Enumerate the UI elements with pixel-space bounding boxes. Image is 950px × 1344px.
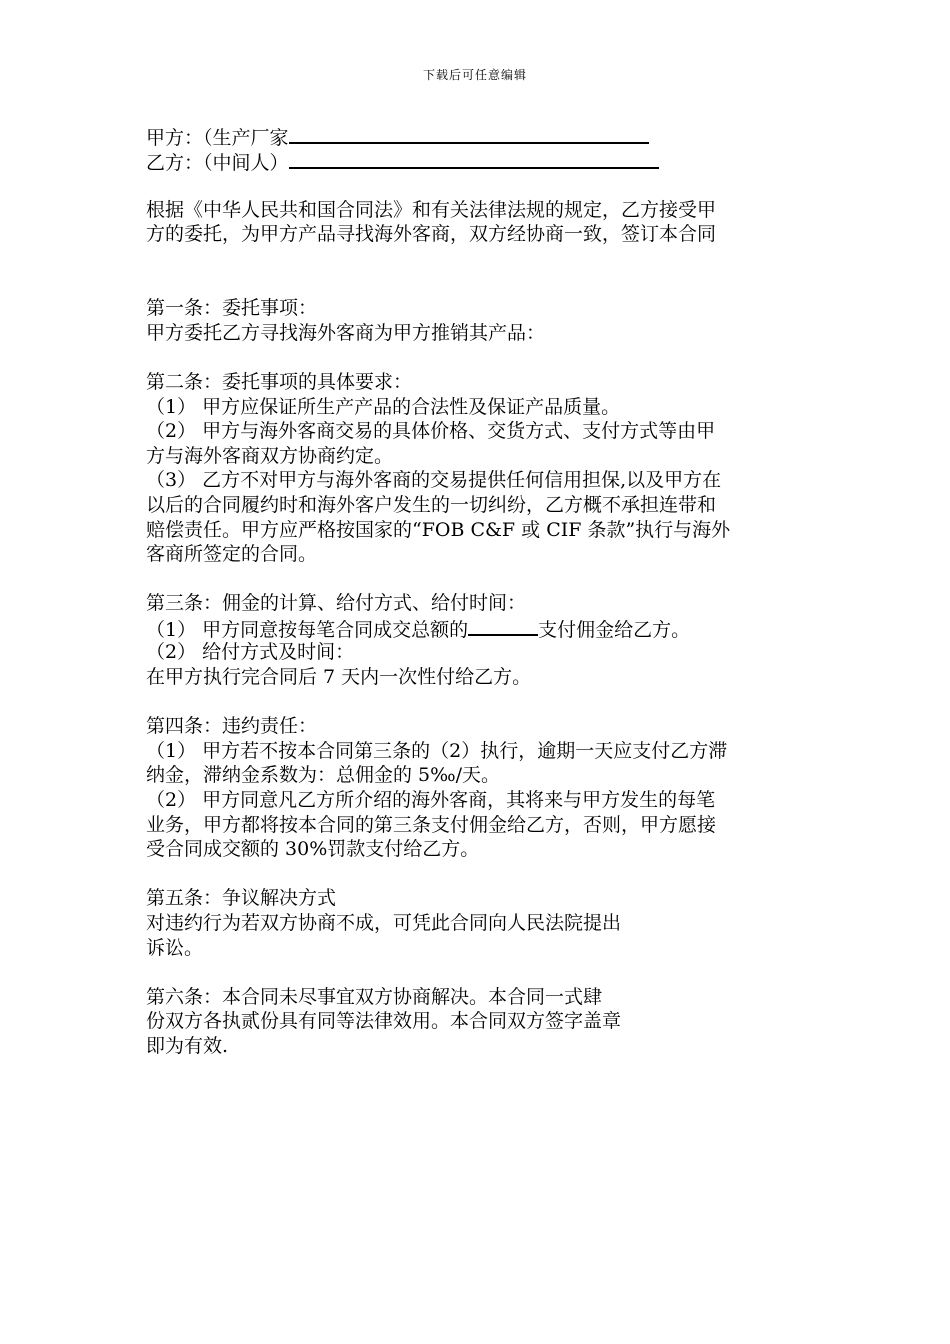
article-3-item-2-detail: 在甲方执行完合同后 7 天内一次性付给乙方。	[146, 666, 532, 689]
article-4-line: （2） 甲方同意凡乙方所介绍的海外客商，其将来与甲方发生的每笔	[146, 789, 716, 812]
party-b-line	[146, 149, 816, 174]
article-2-line: 方与海外客商双方协商约定。	[146, 444, 394, 467]
article-6-line: 份双方各执贰份具有同等法律效用。本合同双方签字盖章	[146, 1010, 622, 1033]
article-4-line: 受合同成交额的 30%罚款支付给乙方。	[146, 838, 480, 861]
article-4-line: 业务，甲方都将按本合同的第三条支付佣金给乙方，否则，甲方愿接	[146, 813, 717, 836]
party-a-blank	[289, 124, 649, 144]
article-2-line: （2） 甲方与海外客商交易的具体价格、交货方式、支付方式等由甲	[146, 420, 716, 443]
article-2-line: 以后的合同履约时和海外客户发生的一切纠纷，乙方概不承担连带和	[146, 493, 717, 516]
party-a-label: 甲方：（生产厂家	[146, 127, 289, 149]
article-5-line: 对违约行为若双方协商不成，可凭此合同向人民法院提出	[146, 912, 622, 934]
article-4-line: 纳金，滞纳金系数为：总佣金的 5‰/天。	[146, 764, 501, 787]
commission-rate-blank	[468, 616, 538, 636]
article-2-line: 客商所签定的合同。	[146, 543, 318, 566]
article-3-title: 第三条：佣金的计算、给付方式、给付时间：	[146, 592, 527, 615]
page-header-note: 下载后可任意编辑	[422, 68, 527, 82]
party-b-label: 乙方：（中间人）	[146, 151, 289, 174]
article-4-line: （1） 甲方若不按本合同第三条的（2）执行，逾期一天应支付乙方滞	[146, 739, 728, 762]
article-2-line: （3） 乙方不对甲方与海外客商的交易提供任何信用担保,以及甲方在	[146, 469, 722, 492]
article-3-item-2: （2） 给付方式及时间：	[146, 641, 355, 664]
intro-line: 根据《中华人民共和国合同法》和有关法律法规的规定，乙方接受甲	[146, 198, 717, 221]
article-6-line: 第六条：本合同未尽事宜双方协商解决。本合同一式肆	[146, 985, 603, 1008]
contract-body	[146, 124, 816, 1059]
article-3-item-1	[146, 616, 816, 641]
intro-line: 方的委托，为甲方产品寻找海外客商，双方经协商一致，签订本合同	[146, 223, 717, 246]
article-3-item-1-text: （1） 甲方同意按每笔合同成交总额的	[146, 618, 469, 641]
article-2-title: 第二条：委托事项的具体要求：	[146, 370, 413, 393]
article-1-line: 甲方委托乙方寻找海外客商为甲方推销其产品：	[146, 321, 546, 344]
article-2-line: （1） 甲方应保证所生产产品的合法性及保证产品质量。	[146, 395, 621, 418]
article-4-title: 第四条：违约责任：	[146, 715, 318, 738]
party-b-blank	[289, 149, 659, 169]
article-3-item-1-text: 支付佣金给乙方。	[538, 618, 691, 641]
article-1-title: 第一条：委托事项：	[146, 297, 318, 320]
article-5-title: 第五条：争议解决方式	[146, 887, 337, 910]
article-2-line: 赔偿责任。甲方应严格按国家的“FOB C&F 或 CIF 条款”执行与海外	[146, 518, 731, 541]
article-6-line: 即为有效.	[146, 1034, 229, 1057]
article-5-line: 诉讼。	[146, 936, 204, 959]
party-a-line	[146, 124, 816, 149]
